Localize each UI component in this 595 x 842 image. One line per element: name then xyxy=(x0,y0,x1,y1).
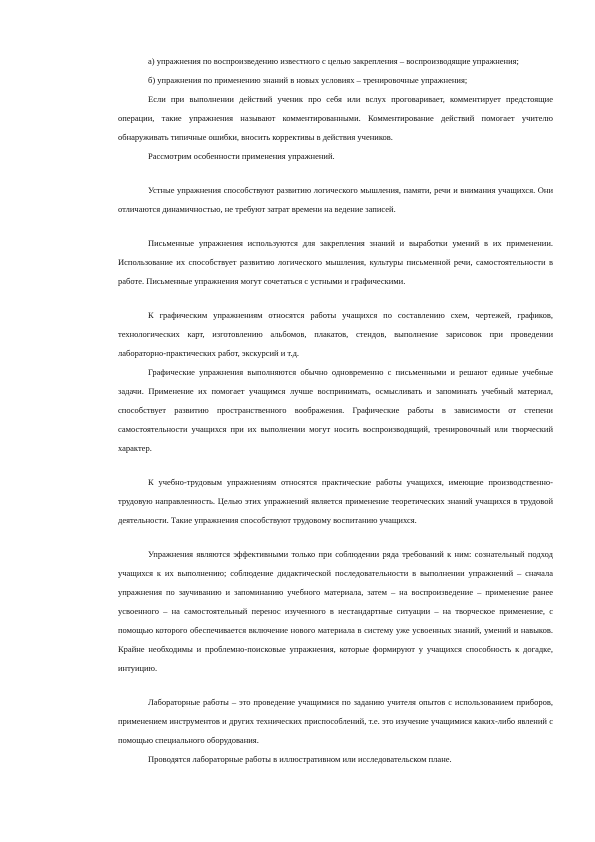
paragraph-features-intro: Рассмотрим особенности применения упражнений. xyxy=(148,151,335,161)
paragraph-graphic-exercises: К графическим упражнениям относятся работы учащихся по составлению схем, чертежей, графиков, технологических карт, изготовлению альбомов, плакатов, стендов, выполнение зарисовок при проведении лабораторно-практических работ, экскурсий и т.д. xyxy=(118,310,553,358)
paragraph-written-exercises: Письменные упражнения используются для закрепления знаний и выработки умений в их применении. Использование их способствует развитию логического мышления, культуры письменной речи, самостоятельности в работе. Письменные упражнения могут сочетаться с устными и графическими. xyxy=(118,238,553,286)
document-body xyxy=(118,52,553,769)
paragraph-exercise-requirements: Упражнения являются эффективными только при соблюдении ряда требований к ним: сознательный подход учащихся к их выполнению; соблюдение дидактической последовательности в выполнении упражнений – сначала упражнения по заучиванию и запоминанию учебного материала, затем – на воспроизведение – применение ранее усвоенного – на самостоятельный перенос изученного в нестандартные ситуации – на творческое применение, с помощью которого обеспечивается включение нового материала в систему уже усвоенных знаний, умений и навыков. Крайне необходимы и проблемно-поисковые упражнения, которые формируют у учащихся способность к догадке, интуицию. xyxy=(118,549,553,673)
paragraph-labor-exercises: К учебно-трудовым упражнениям относятся практические работы учащихся, имеющие производственно-трудовую направленность. Целью этих упражнений является применение теоретических знаний учащихся в трудовой деятельности. Такие упражнения способствуют трудовому воспитанию учащихся. xyxy=(118,477,553,525)
paragraph-oral-exercises: Устные упражнения способствуют развитию логического мышления, памяти, речи и внимания учащихся. Они отличаются динамичностью, не требуют затрат времени на ведение записей. xyxy=(118,185,553,214)
paragraph-laboratory-plan: Проводятся лабораторные работы в иллюстративном или исследовательском плане. xyxy=(148,754,452,764)
paragraph-training-exercises: б) упражнения по применению знаний в новых условиях – тренировочные упражнения; xyxy=(148,75,468,85)
paragraph-commented-exercises: Если при выполнении действий ученик про себя или вслух проговаривает, комментирует предстоящие операции, такие упражнения называют комментированными. Комментирование действий помогает учителю обнаруживать типичные ошибки, вносить коррективы в действия учеников. xyxy=(118,94,553,142)
paragraph-laboratory-works: Лабораторные работы – это проведение учащимися по заданию учителя опытов с использованием приборов, применением инструментов и других технических приспособлений, т.е. это изучение учащимися каких-либо явлений с помощью специального оборудования. xyxy=(118,697,553,745)
paragraph-reproducing-exercises: а) упражнения по воспроизведению известного с целью закрепления – воспроизводящие упражнения; xyxy=(148,56,519,66)
paragraph-graphic-exercises-details: Графические упражнения выполняются обычно одновременно с письменными и решают единые учебные задачи. Применение их помогает учащимся лучше воспринимать, осмысливать и запоминать учебный материал, способствует развитию пространственного воображения. Графические работы в зависимости от степени самостоятельности учащихся при их выполнении могут носить воспроизводящий, тренировочный или творческий характер. xyxy=(118,367,553,453)
